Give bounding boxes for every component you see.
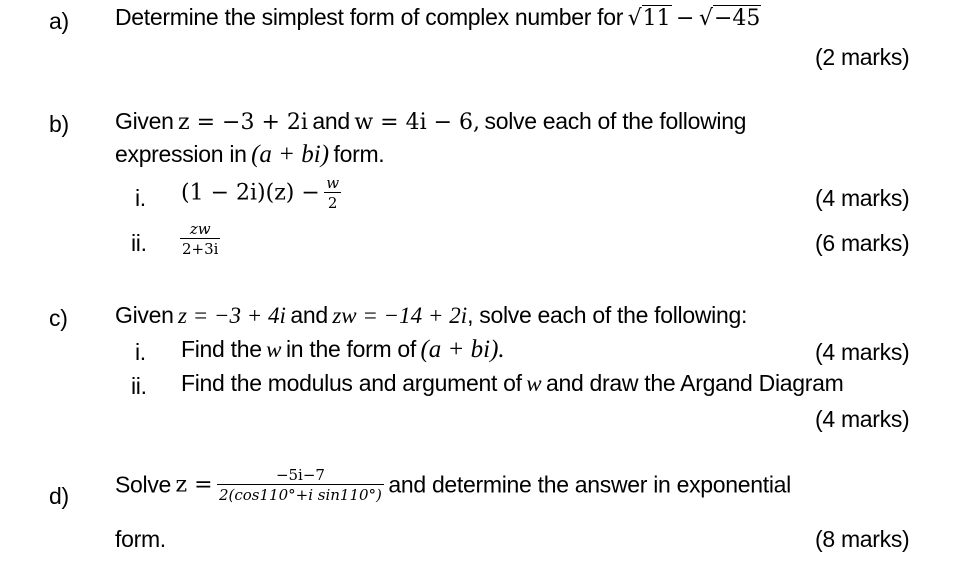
- question-d-marks: (8 marks): [815, 526, 910, 552]
- question-b-w-expr: w = 4i − 6,: [354, 110, 481, 135]
- question-c-ii-w: w: [526, 371, 542, 396]
- question-b-i-label: i.: [135, 185, 146, 211]
- question-c-i-text2: in the form of: [285, 336, 416, 362]
- question-c-i-marks: (4 marks): [815, 339, 910, 365]
- question-b-given: Given: [115, 108, 174, 134]
- sqrt-neg45-radicand: −45: [713, 6, 761, 31]
- sqrt-11: √11: [627, 6, 671, 31]
- question-c-i-line: [181, 336, 505, 364]
- question-c-given: Given: [115, 302, 174, 328]
- question-d-rest: and determine the answer in exponential: [388, 471, 791, 498]
- question-c-label: c): [49, 305, 68, 331]
- question-c-z-expr: z = −3 + 4i: [178, 303, 286, 328]
- question-c-i-form: (a + bi).: [420, 336, 505, 363]
- question-d-denominator: 2(cos110°+i sin110°): [218, 486, 382, 504]
- question-b-expression-in: expression in: [115, 141, 247, 167]
- question-d-line1: [115, 466, 791, 504]
- question-a-text: Determine the simplest form of complex number for: [115, 4, 624, 30]
- question-b-line2: [115, 141, 384, 169]
- question-d-label: d): [49, 483, 69, 509]
- question-c-ii-text: Find the modulus and argument of: [181, 370, 522, 396]
- question-c-and: and: [290, 302, 328, 328]
- question-a-marks: (2 marks): [815, 44, 910, 70]
- sqrt-11-radicand: 11: [642, 6, 671, 31]
- question-c-i-label: i.: [135, 339, 146, 365]
- question-b-i-expr: [181, 174, 341, 212]
- question-b-text2: solve each of the following: [484, 108, 747, 134]
- question-b-i-fraction: [324, 174, 341, 212]
- question-b-ii-fraction: [180, 220, 220, 258]
- question-b-label: b): [49, 111, 69, 137]
- question-c-zw-expr: zw = −14 + 2i: [332, 303, 468, 328]
- question-b-ii-expr: [180, 220, 220, 258]
- question-b-i-marks: (4 marks): [815, 185, 910, 211]
- question-a-line: [115, 4, 761, 31]
- question-a-minus: −: [676, 6, 695, 31]
- question-b-form-word: form.: [333, 141, 385, 167]
- question-c-i-text: Find the: [181, 336, 262, 362]
- question-b-form: (a + bi): [251, 141, 330, 168]
- question-b-i-denominator: 2: [324, 192, 341, 212]
- question-c-ii-text2: and draw the Argand Diagram: [545, 370, 844, 396]
- question-d-form: form.: [115, 526, 166, 552]
- question-b-ii-numerator: zw: [189, 220, 211, 238]
- question-a-label: a): [49, 8, 69, 34]
- question-b-ii-marks: (6 marks): [815, 230, 910, 256]
- question-d-z-eq: z =: [175, 472, 213, 498]
- question-b-line1: [115, 108, 746, 135]
- question-d-numerator: −5i−7: [275, 466, 325, 484]
- question-c-rest: , solve each of the following:: [467, 302, 748, 328]
- question-c-i-w: w: [266, 337, 282, 362]
- question-c-ii-label: ii.: [131, 373, 147, 399]
- sqrt-neg45: √−45: [698, 6, 761, 31]
- question-c-line1: [115, 302, 747, 329]
- question-d-fraction: [217, 466, 384, 504]
- question-c-ii-line: [181, 370, 843, 397]
- question-b-ii-denominator: 2+3i: [182, 240, 219, 258]
- question-b-and: and: [312, 108, 350, 134]
- question-b-ii-label: ii.: [131, 230, 147, 256]
- question-b-i-product: (1 − 2i)(z) −: [181, 180, 320, 206]
- question-b-i-numerator: w: [326, 174, 340, 192]
- question-c-ii-marks: (4 marks): [815, 406, 910, 432]
- question-b-z-expr: z = −3 + 2i: [178, 110, 308, 135]
- question-d-solve: Solve: [115, 471, 172, 498]
